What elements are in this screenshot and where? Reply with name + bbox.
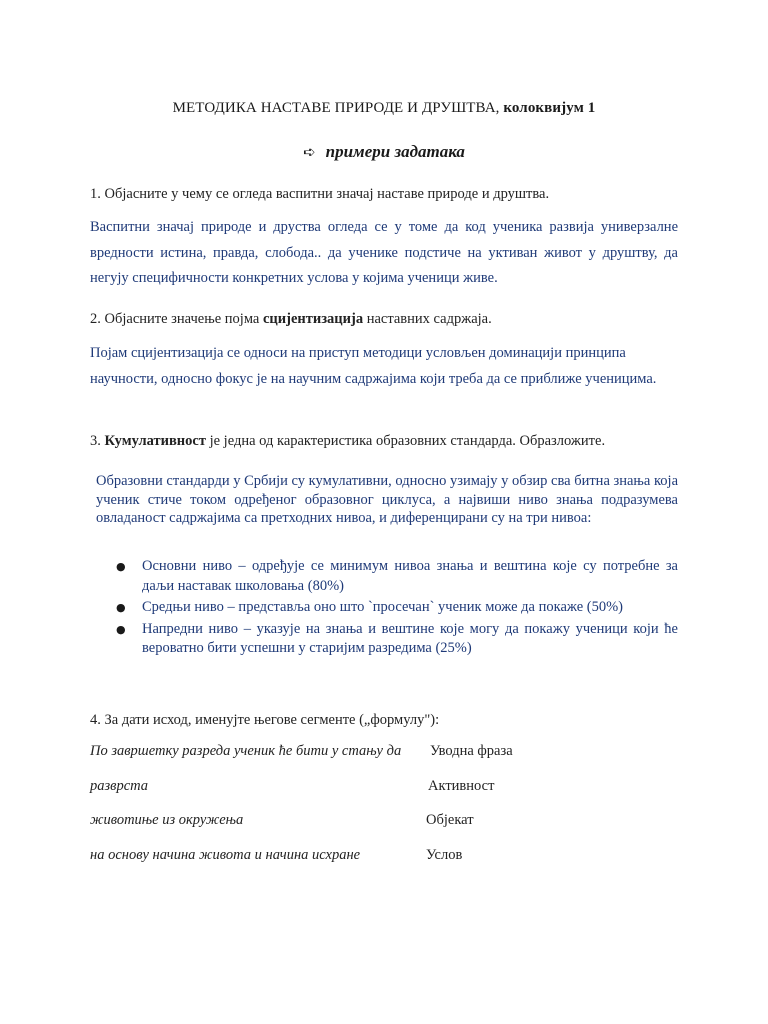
question-4: 4. За дати исход, именујте његове сегменте („формулу"):	[90, 712, 440, 728]
formula-text: разврста	[90, 778, 149, 794]
document-subtitle	[0, 142, 768, 162]
list-item-text: Напредни ниво – указује на знања и вештине које могу да покажу ученици који ће вероватно бити успешни у старијим разредима (25%)	[142, 620, 678, 656]
formula-segment: Активност	[428, 778, 495, 794]
question-2	[90, 311, 680, 328]
title-main: МЕТОДИКА НАСТАВЕ ПРИРОДЕ И ДРУШТВА,	[172, 100, 504, 116]
question-1: 1. Објасните у чему се огледа васпитни значај наставе природе и друштва.	[90, 186, 550, 202]
formula-segment: Уводна фраза	[430, 743, 513, 759]
subtitle-text: примери задатака	[325, 142, 465, 161]
formula-text: животиње из окружења	[90, 812, 244, 828]
formula-row	[90, 778, 690, 795]
formula-row	[90, 812, 690, 829]
bullet-icon: ●	[116, 622, 126, 636]
question-3-after: је једна од карактеристика образовних стандарда. Образложите.	[205, 433, 606, 449]
answer-1: Васпитни значај природе и друства огледа се у томе да код ученика развија универзалне вредности истина, правда, слобода.. да ученике подстиче на уктиван живот у друштву, да негују специфичности конкретних услова у којима ученици живе.	[90, 219, 678, 286]
question-2-after: наставних садржаја.	[363, 311, 492, 327]
list-item	[96, 557, 678, 596]
formula-text: на основу начина живота и начина исхране	[90, 847, 361, 863]
question-3	[90, 433, 680, 450]
levels-list	[96, 557, 678, 661]
question-2-before: 2. Објасните значење појма	[90, 311, 263, 327]
question-3-before: 3.	[90, 433, 105, 449]
document-title	[0, 100, 768, 117]
list-item	[96, 620, 678, 659]
question-3-term: Кумулативност	[104, 433, 206, 449]
arrow-icon: ➪	[303, 143, 316, 161]
bullet-icon: ●	[116, 560, 126, 573]
question-2-term: сцијентизација	[262, 311, 364, 327]
list-item-text: Основни ниво – одређује се минимум нивоа знања и вештина које су потребне за даљи наставак школовања (80%)	[142, 558, 678, 594]
formula-text: По завршетку разреда ученик ће бити у стању да	[90, 743, 402, 759]
answer-2: Појам сцијентизација се односи на приступ методици условљен доминацији принципа научности, односно фокус је на научним садржајима који треба да се приближе ученицима.	[90, 345, 657, 387]
answer-3: Образовни стандарди у Србији су кумулативни, односно узимају у обзир сва битна знања која ученик стиче током одређеног образовног циклуса, а највиши ниво знања подразумева овладаност садржајима са претходних нивоа, и диференцирани су на три нивоа:	[96, 473, 678, 526]
list-item-text: Средњи ниво – представља оно што `просечан` ученик може да покаже (50%)	[142, 599, 623, 615]
formula-row	[90, 847, 690, 864]
title-bold: колоквијум 1	[503, 100, 596, 116]
bullet-icon: ●	[116, 601, 126, 614]
list-item	[96, 598, 678, 618]
formula-row	[90, 743, 690, 760]
formula-segment: Објекат	[426, 812, 474, 828]
formula-segment: Услов	[426, 847, 463, 863]
